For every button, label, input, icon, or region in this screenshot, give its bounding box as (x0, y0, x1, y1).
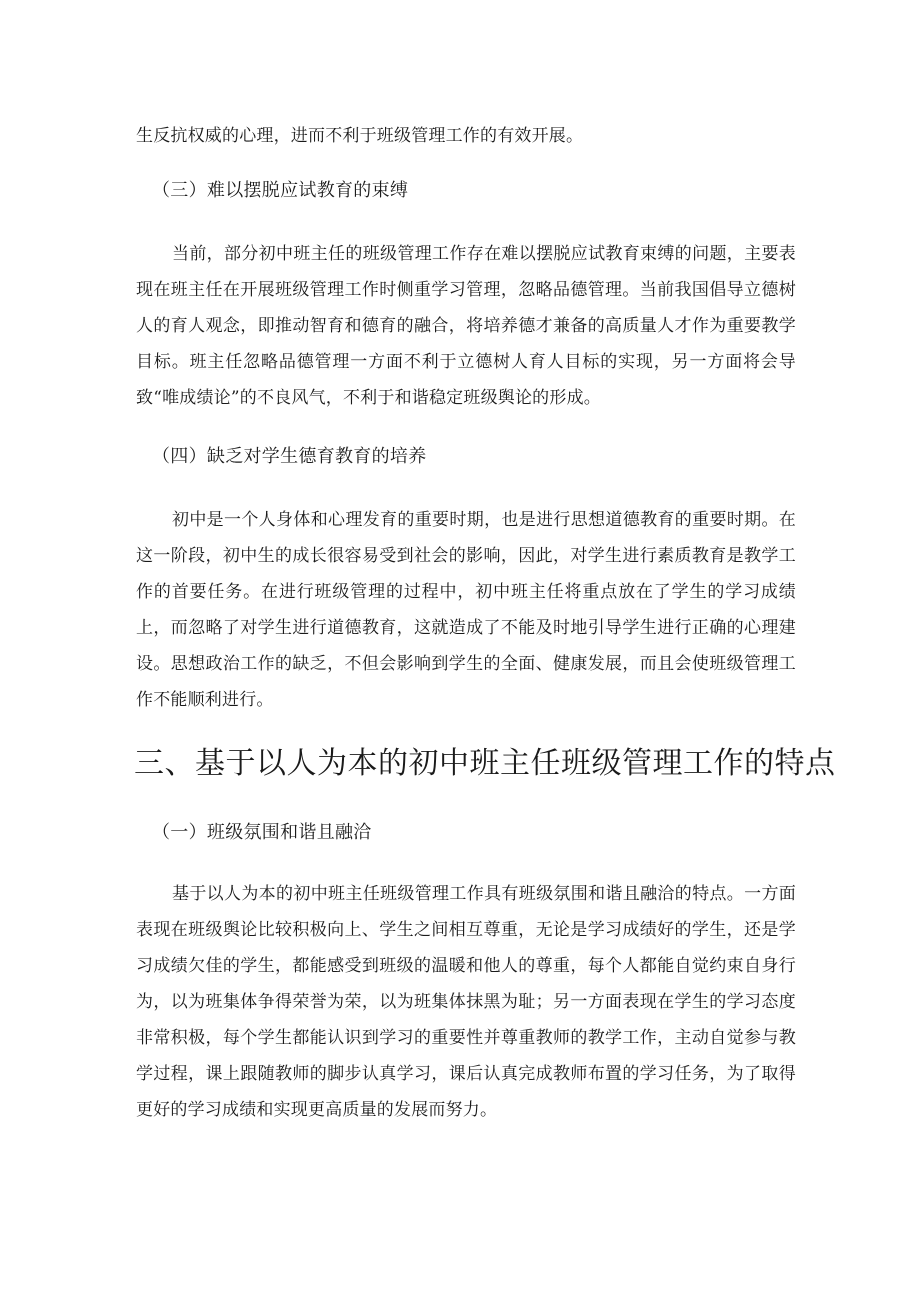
section-3-subsection-1-paragraph: 基于以人为本的初中班主任班级管理工作具有班级氛围和谐且融洽的特点。一方面表现在班级舆论比较积极向上、学生之间相互尊重，无论是学习成绩好的学生，还是学习成绩欠佳的学生，都能感受到班级的温暖和他人的尊重，每个人都能自觉约束自身行为，以为班集体争得荣誉为荣，以为班集体抹黑为耻；另一方面表现在学生的学习态度非常积极，每个学生都能认识到学习的重要性并尊重教师的教学工作，主动自觉参与教学过程，课上跟随教师的脚步认真学习，课后认真完成教师布置的学习任务，为了取得更好的学习成绩和实现更高质量的发展而努力。 (136, 884, 796, 1120)
subsection-heading-3: （三）难以摆脱应试教育的束缚 (152, 180, 409, 201)
subsection-heading-4: （四）缺乏对学生德育教育的培养 (152, 446, 427, 467)
section-title: 三、基于以人为本的初中班主任班级管理工作的特点 (134, 746, 836, 781)
continuation-paragraph: 生反抗权威的心理，进而不利于班级管理工作的有效开展。 (136, 126, 584, 146)
section-3-subsection-heading-1: （一）班级氛围和谐且融洽 (152, 822, 372, 843)
subsection-4-paragraph: 初中是一个人身体和心理发育的重要时期，也是进行思想道德教育的重要时期。在这一阶段，初中生的成长很容易受到社会的影响，因此，对学生进行素质教育是教学工作的首要任务。在进行班级管理的过程中，初中班主任将重点放在了学生的学习成绩上，而忽略了对学生进行道德教育，这就造成了不能及时地引导学生进行正确的心理建设。思想政治工作的缺乏，不但会影响到学生的全面、健康发展，而且会使班级管理工作不能顺利进行。 (136, 510, 796, 710)
subsection-3-paragraph: 当前，部分初中班主任的班级管理工作存在难以摆脱应试教育束缚的问题，主要表现在班主任在开展班级管理工作时侧重学习管理，忽略品德管理。当前我国倡导立德树人的育人观念，即推动智育和德育的融合，将培养德才兼备的高质量人才作为重要教学目标。班主任忽略品德管理一方面不利于立德树人育人目标的实现，另一方面将会导致“唯成绩论”的不良风气，不利于和谐稳定班级舆论的形成。 (136, 244, 796, 408)
